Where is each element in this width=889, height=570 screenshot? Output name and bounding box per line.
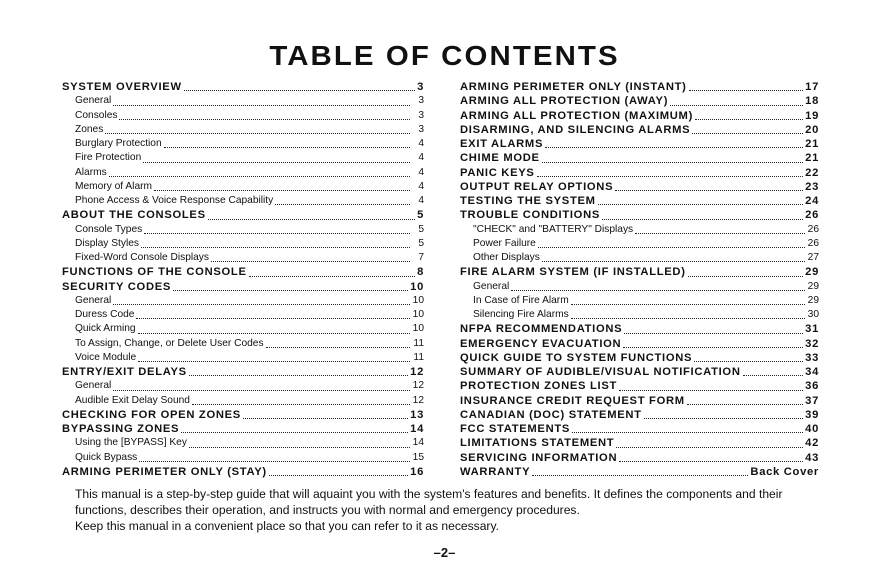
dot-leader	[143, 162, 410, 163]
toc-entry	[460, 394, 819, 408]
dot-leader	[141, 247, 410, 248]
toc-entry-page: 10	[410, 280, 424, 293]
toc-entry	[62, 394, 424, 408]
toc-entry-page: 21	[805, 152, 819, 165]
toc-entry-page: 22	[805, 166, 819, 179]
toc-entry-page: 4	[418, 180, 424, 192]
toc-entry	[460, 223, 819, 237]
toc-entry	[460, 365, 819, 379]
toc-entry-label: LIMITATIONS STATEMENT	[460, 437, 615, 450]
dot-leader	[623, 347, 803, 348]
toc-entry-label: Using the [BYPASS] Key	[75, 437, 187, 449]
toc-entry-label: General	[75, 294, 112, 306]
toc-entry-label: To Assign, Change, or Delete User Codes	[75, 337, 264, 349]
dot-leader	[694, 361, 803, 362]
toc-entry-page: 5	[417, 209, 424, 222]
dot-leader	[688, 276, 804, 277]
toc-entry-page: 11	[413, 351, 424, 363]
page-title: TABLE OF CONTENTS	[269, 40, 620, 71]
dot-leader	[695, 119, 803, 120]
dot-leader	[572, 432, 803, 433]
dot-leader	[208, 219, 415, 220]
toc-entry-page: 20	[805, 123, 819, 136]
toc-entry-page: 10	[412, 309, 424, 320]
dot-leader	[164, 147, 410, 148]
toc-entry-page: 4	[418, 166, 424, 178]
toc-entry-label: QUICK GUIDE TO SYSTEM FUNCTIONS	[460, 351, 693, 364]
dot-leader	[619, 461, 803, 462]
toc-entry	[62, 436, 424, 450]
toc-entry-label: SECURITY CODES	[62, 280, 172, 293]
toc-entry-page: 12	[412, 380, 424, 392]
toc-entry	[62, 422, 424, 436]
toc-entry-page: 29	[807, 280, 819, 292]
dot-leader	[144, 233, 410, 234]
toc-entry-label: ARMING PERIMETER ONLY (STAY)	[62, 465, 267, 478]
toc-entry-page: 8	[417, 266, 424, 279]
toc-entry-label: TESTING THE SYSTEM	[460, 195, 596, 207]
toc-entry-label: Memory of Alarm	[75, 180, 152, 192]
toc-entry-page: 15	[412, 451, 424, 463]
toc-entry	[460, 265, 819, 279]
dot-leader	[571, 304, 805, 305]
toc-entry	[62, 223, 424, 237]
dot-leader	[181, 432, 408, 433]
toc-entry	[460, 322, 819, 336]
dot-leader	[644, 418, 803, 419]
toc-entry-label: Voice Module	[75, 351, 137, 363]
toc-entry-page: 29	[807, 294, 819, 306]
toc-entry-page: 10	[412, 323, 424, 335]
toc-entry	[62, 465, 424, 479]
toc-entry-label: General	[75, 95, 112, 107]
toc-entry	[460, 94, 819, 108]
toc-entry-label: INSURANCE CREDIT REQUEST FORM	[460, 394, 685, 407]
toc-entry	[460, 194, 819, 208]
toc-entry	[62, 180, 424, 194]
toc-entry	[460, 123, 819, 137]
toc-entry	[62, 280, 424, 294]
toc-entry	[62, 137, 424, 151]
toc-entry-label: DISARMING, AND SILENCING ALARMS	[460, 123, 691, 136]
toc-entry-page: 26	[805, 209, 819, 222]
toc-entry	[62, 80, 424, 94]
toc-entry-label: Zones	[75, 123, 104, 135]
toc-entry-page: 3	[418, 95, 424, 107]
toc-entry-label: ABOUT THE CONSOLES	[62, 209, 206, 222]
toc-entry	[62, 151, 424, 165]
dot-leader	[275, 204, 410, 205]
toc-entry	[460, 137, 819, 151]
dot-leader	[743, 375, 804, 376]
toc-entry-label: EMERGENCY EVACUATION	[460, 337, 622, 350]
toc-entry	[62, 166, 424, 180]
toc-entry-label: Quick Arming	[75, 323, 136, 335]
toc-entry-page: 18	[805, 95, 819, 108]
toc-entry-page: Back Cover	[750, 465, 819, 478]
dot-leader	[189, 375, 408, 376]
toc-entry	[460, 308, 819, 322]
dot-leader	[113, 105, 410, 106]
toc-entry-label: Quick Bypass	[75, 451, 138, 463]
toc-entry-page: 14	[410, 423, 424, 435]
toc-entry-page: 3	[418, 123, 424, 135]
toc-entry	[460, 151, 819, 165]
toc-entry-label: Console Types	[75, 223, 143, 235]
dot-leader	[542, 162, 803, 163]
toc-entry-page: 34	[805, 366, 819, 378]
toc-entry-page: 29	[805, 266, 819, 279]
toc-entry	[62, 194, 424, 208]
toc-entry	[62, 337, 424, 351]
dot-leader	[211, 261, 410, 262]
toc-entry	[62, 294, 424, 308]
dot-leader	[138, 333, 410, 334]
toc-entry-label: Burglary Protection	[75, 138, 162, 149]
dot-leader	[545, 147, 803, 148]
toc-entry	[460, 422, 819, 436]
toc-entry-label: Duress Code	[75, 309, 135, 320]
toc-entry-label: In Case of Fire Alarm	[473, 294, 569, 306]
toc-entry-page: 26	[807, 237, 819, 249]
dot-leader	[532, 475, 748, 476]
toc-entry-page: 27	[807, 252, 819, 263]
toc-entry-label: General	[75, 380, 112, 392]
dot-leader	[189, 447, 410, 448]
toc-entry-label: PANIC KEYS	[460, 166, 535, 179]
dot-leader	[269, 475, 408, 476]
toc-entry	[62, 351, 424, 365]
dot-leader	[598, 204, 803, 205]
toc-entry-label: Display Styles	[75, 237, 139, 249]
toc-entry	[460, 337, 819, 351]
toc-entry	[460, 294, 819, 308]
toc-entry	[62, 379, 424, 393]
toc-entry-label: Other Displays	[473, 252, 540, 263]
toc-entry	[62, 109, 424, 123]
toc-entry	[62, 123, 424, 137]
toc-entry-page: 3	[417, 81, 424, 93]
dot-leader	[624, 333, 803, 334]
toc-entry-page: 33	[805, 351, 819, 364]
toc-entry	[460, 109, 819, 123]
toc-entry-label: General	[473, 280, 510, 292]
toc-entry-label: Alarms	[75, 166, 107, 178]
toc-entry	[62, 365, 424, 379]
toc-entry	[62, 237, 424, 251]
toc-entry-page: 12	[410, 366, 424, 378]
toc-entry-page: 26	[807, 223, 819, 235]
toc-entry	[460, 251, 819, 265]
dot-leader	[537, 176, 804, 177]
toc-entry-page: 10	[412, 294, 424, 306]
page-number: –2–	[433, 545, 456, 560]
dot-leader	[602, 219, 803, 220]
dot-leader	[119, 119, 410, 120]
toc-entry-label: FUNCTIONS OF THE CONSOLE	[62, 266, 247, 279]
toc-entry-label: CHECKING FOR OPEN ZONES	[62, 408, 241, 421]
toc-entry-page: 39	[805, 408, 819, 421]
dot-leader	[619, 390, 803, 391]
toc-entry-label: ARMING PERIMETER ONLY (INSTANT)	[460, 81, 687, 93]
toc-right-column	[460, 80, 819, 479]
toc-entry-page: 30	[807, 309, 819, 320]
dot-leader	[615, 190, 803, 191]
toc-entry-page: 11	[413, 337, 424, 349]
toc-entry	[62, 322, 424, 336]
toc-entry-label: PROTECTION ZONES LIST	[460, 380, 618, 393]
dot-leader	[249, 276, 415, 277]
toc-entry-label: NFPA RECOMMENDATIONS	[460, 323, 623, 336]
dot-leader	[113, 304, 410, 305]
toc-entry	[460, 379, 819, 393]
toc-entry-page: 4	[418, 195, 424, 206]
toc-entry-page: 12	[412, 394, 424, 406]
toc-entry	[460, 80, 819, 94]
dot-leader	[266, 347, 410, 348]
toc-entry	[460, 408, 819, 422]
toc-entry-label: Phone Access & Voice Response Capability	[75, 195, 274, 206]
toc-entry	[62, 408, 424, 422]
intro-paragraph: This manual is a step-by-step guide that will aquaint you with the system's features and benefits. It defines the components and their functions, describes their operation, and instructs you with normal and emergency procedures.	[75, 487, 783, 517]
toc-entry-label: Silencing Fire Alarms	[473, 309, 569, 320]
toc-entry	[62, 451, 424, 465]
toc-entry-label: BYPASSING ZONES	[62, 423, 180, 435]
dot-leader	[154, 190, 410, 191]
toc-entry	[460, 451, 819, 465]
toc-entry-label: Audible Exit Delay Sound	[75, 394, 190, 406]
toc-entry	[62, 208, 424, 222]
toc-entry-page: 16	[410, 465, 424, 478]
toc-entry-page: 4	[418, 152, 424, 164]
toc-entry-page: 17	[805, 81, 819, 93]
dot-leader	[243, 418, 408, 419]
dot-leader	[689, 90, 804, 91]
toc-entry-page: 7	[418, 252, 424, 263]
toc-entry	[460, 351, 819, 365]
toc-entry-label: Fire Protection	[75, 152, 142, 164]
toc-entry-label: Fixed-Word Console Displays	[75, 252, 209, 263]
dot-leader	[192, 404, 410, 405]
toc-entry-label: FCC STATEMENTS	[460, 423, 571, 435]
toc-entry-label: SERVICING INFORMATION	[460, 451, 618, 464]
toc-entry-label: Power Failure	[473, 237, 536, 249]
toc-entry-page: 19	[805, 109, 819, 122]
intro-paragraph: Keep this manual in a convenient place so that you can refer to it as necessary.	[75, 519, 499, 533]
dot-leader	[138, 361, 410, 362]
dot-leader	[136, 318, 410, 319]
toc-entry-label: OUTPUT RELAY OPTIONS	[460, 180, 614, 193]
toc-entry-label: SUMMARY OF AUDIBLE/VISUAL NOTIFICATION	[460, 366, 741, 378]
dot-leader	[105, 133, 410, 134]
toc-entry	[460, 166, 819, 180]
toc-entry-page: 24	[805, 195, 819, 207]
toc-entry-page: 13	[410, 408, 424, 421]
intro-text	[75, 486, 815, 534]
dot-leader	[139, 461, 410, 462]
toc-entry-label: CHIME MODE	[460, 152, 540, 165]
toc-entry	[460, 180, 819, 194]
dot-leader	[571, 318, 805, 319]
toc-entry-page: 5	[418, 223, 424, 235]
toc-entry	[460, 280, 819, 294]
toc-entry-page: 40	[805, 423, 819, 435]
dot-leader	[109, 176, 410, 177]
toc-entry-label: ENTRY/EXIT DELAYS	[62, 366, 187, 378]
toc-entry	[460, 465, 819, 479]
toc-entry	[62, 308, 424, 322]
toc-entry-label: ARMING ALL PROTECTION (AWAY)	[460, 95, 669, 108]
toc-entry-page: 23	[805, 180, 819, 193]
toc-entry-label: TROUBLE CONDITIONS	[460, 209, 601, 222]
toc-entry-page: 3	[418, 109, 424, 121]
toc-entry	[460, 436, 819, 450]
dot-leader	[173, 290, 408, 291]
toc-entry-label: EXIT ALARMS	[460, 138, 544, 150]
toc-entry-page: 36	[805, 380, 819, 393]
dot-leader	[692, 133, 803, 134]
dot-leader	[184, 90, 415, 91]
toc-entry	[460, 237, 819, 251]
dot-leader	[113, 390, 410, 391]
dot-leader	[616, 447, 803, 448]
toc-entry-label: "CHECK" and "BATTERY" Displays	[473, 223, 634, 235]
toc-entry-page: 32	[805, 337, 819, 350]
toc-entry	[460, 208, 819, 222]
toc-entry-page: 21	[805, 138, 819, 150]
dot-leader	[538, 247, 805, 248]
dot-leader	[687, 404, 803, 405]
toc-entry-label: FIRE ALARM SYSTEM (IF INSTALLED)	[460, 266, 686, 279]
toc-entry-page: 37	[805, 394, 819, 407]
toc-left-column	[62, 80, 424, 479]
toc-entry-page: 43	[805, 451, 819, 464]
dot-leader	[542, 261, 805, 262]
toc-entry-label: WARRANTY	[460, 465, 531, 478]
toc-entry-label: ARMING ALL PROTECTION (MAXIMUM)	[460, 109, 693, 122]
toc-entry-label: SYSTEM OVERVIEW	[62, 81, 182, 93]
toc-entry	[62, 94, 424, 108]
dot-leader	[635, 233, 805, 234]
toc-entry	[62, 251, 424, 265]
toc-entry-page: 4	[418, 138, 424, 149]
dot-leader	[511, 290, 805, 291]
toc-entry-label: CANADIAN (DOC) STATEMENT	[460, 408, 642, 421]
toc-entry-label: Consoles	[75, 109, 118, 121]
toc-entry	[62, 265, 424, 279]
toc-entry-page: 5	[418, 237, 424, 249]
toc-entry-page: 31	[805, 323, 819, 336]
toc-entry-page: 14	[412, 437, 424, 449]
dot-leader	[670, 105, 803, 106]
toc-entry-page: 42	[805, 437, 819, 450]
